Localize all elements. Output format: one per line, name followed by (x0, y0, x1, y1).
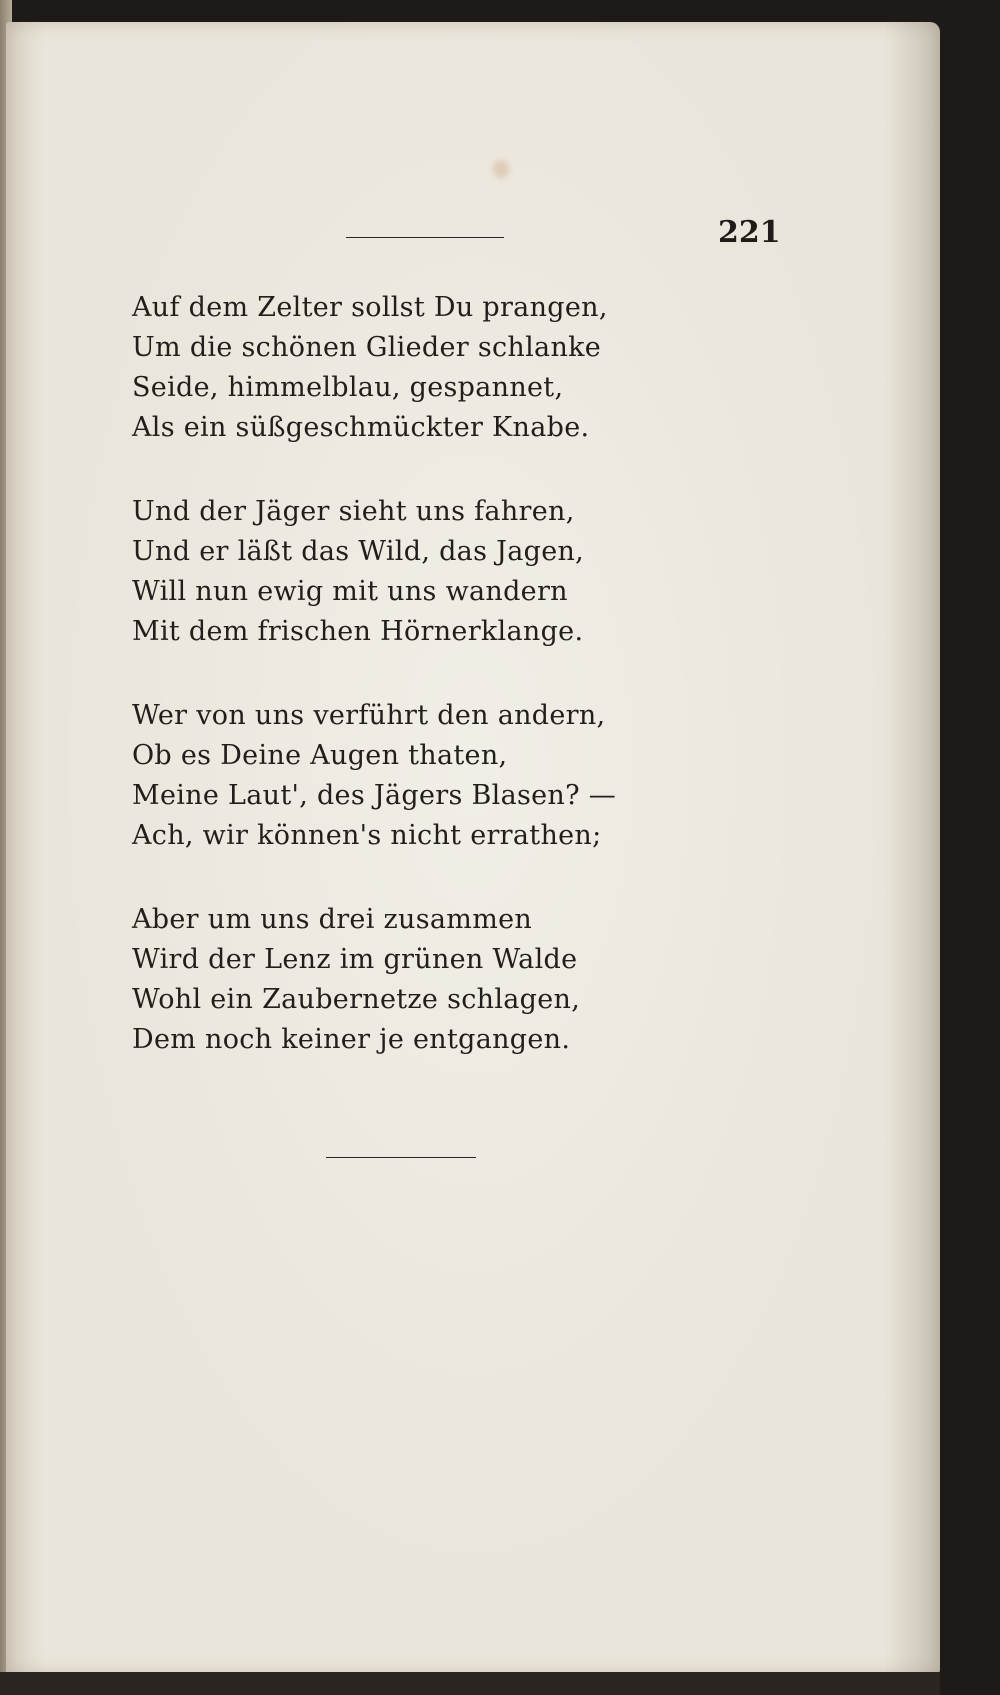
poem-line: Um die schönen Glieder schlanke (132, 332, 602, 363)
poem-line: Meine Laut', des Jägers Blasen? — (132, 780, 617, 811)
header-rule (346, 237, 504, 238)
page-number: 221 (718, 215, 781, 250)
poem-line: Auf dem Zelter sollst Du prangen, (132, 292, 608, 323)
poem-line: Als ein süßgeschmückter Knabe. (132, 412, 590, 443)
poem-line: Ob es Deine Augen thaten, (132, 740, 508, 771)
poem-line: Mit dem frischen Hörnerklange. (132, 616, 584, 647)
poem-line: Und er läßt das Wild, das Jagen, (132, 536, 585, 567)
poem-line: Und der Jäger sieht uns fahren, (132, 496, 575, 527)
paper-stain (493, 160, 509, 178)
stanza-4 (132, 900, 652, 1060)
poem-line: Seide, himmelblau, gespannet, (132, 372, 564, 403)
poem-line: Aber um uns drei zusammen (132, 904, 533, 935)
scan-bottom-edge (0, 1672, 940, 1695)
stanza-1 (132, 288, 652, 448)
poem-line: Wird der Lenz im grünen Walde (132, 944, 578, 975)
poem-line: Dem noch keiner je entgangen. (132, 1024, 571, 1055)
poem-line: Ach, wir können's nicht errathen; (132, 820, 602, 851)
closing-rule (326, 1157, 476, 1158)
stanza-2 (132, 492, 652, 652)
poem-line: Wer von uns verführt den andern, (132, 700, 606, 731)
poem-line: Wohl ein Zaubernetze schlagen, (132, 984, 581, 1015)
poem (132, 288, 652, 1104)
book-page (6, 22, 940, 1674)
poem-line: Will nun ewig mit uns wandern (132, 576, 568, 607)
stanza-3 (132, 696, 652, 856)
